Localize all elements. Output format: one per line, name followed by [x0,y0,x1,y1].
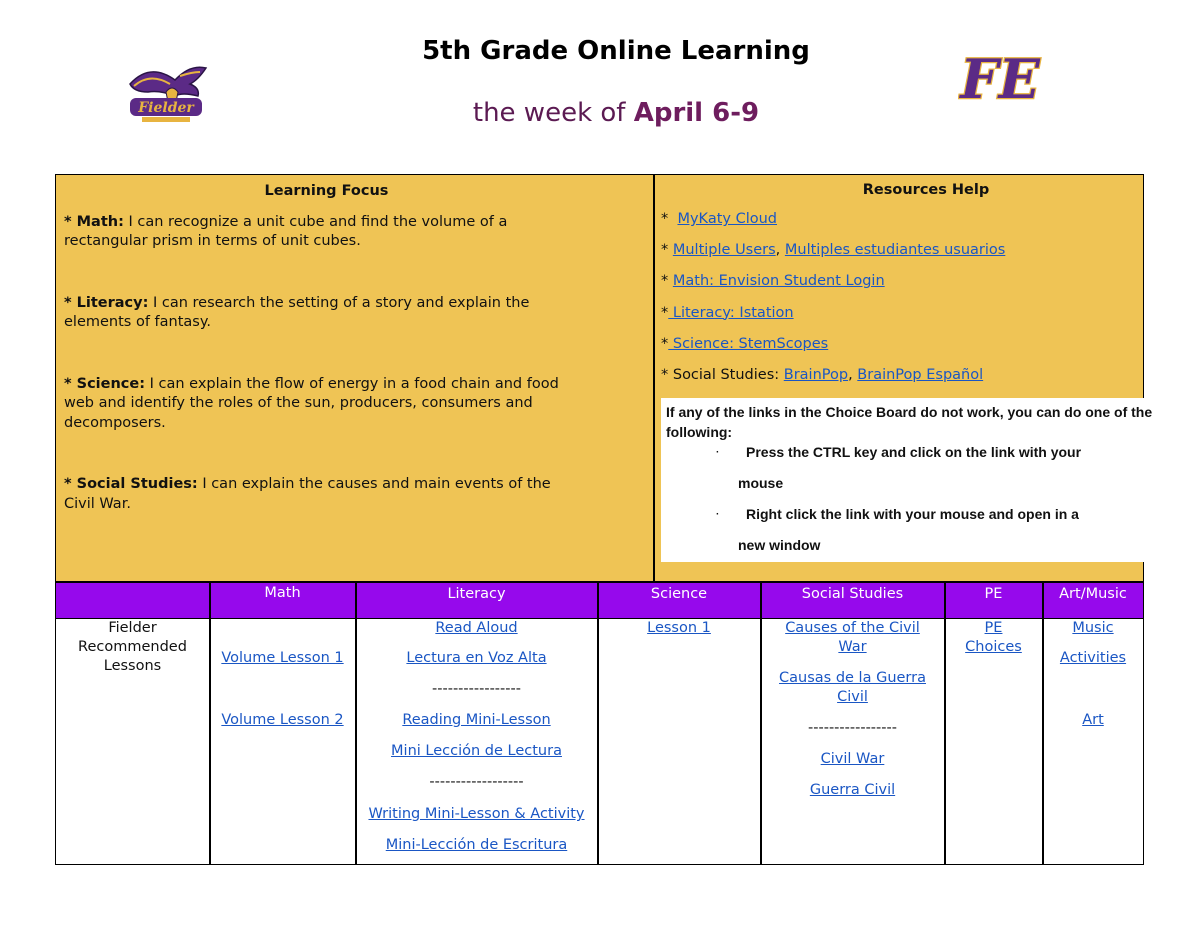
focus-social-studies [64,475,584,514]
notice-text: If any of the links in the Choice Board do not work, you can do one of the following: [666,404,1153,440]
panel-divider [653,175,655,581]
volume-lesson-1-link[interactable]: Volume Lesson 1 [221,650,344,666]
mini-leccion-lectura-link[interactable]: Mini Lección de Lectura [391,743,562,759]
learning-focus-section [64,182,584,556]
brainpop-link[interactable]: BrainPop [783,366,849,383]
istation-link[interactable]: Literacy: Istation [668,304,794,321]
tip2-line2: new window [738,537,821,553]
lectura-voz-alta-link[interactable]: Lectura en Voz Alta [406,650,547,666]
resource-literacy: * Literacy: Istation [661,304,794,321]
science-lesson-1-link[interactable]: Lesson 1 [647,620,711,636]
causes-civil-war-link-cont[interactable]: War [838,639,867,655]
literacy-cell [356,619,597,859]
page-title: 5th Grade Online Learning [422,36,810,66]
focus-literacy-text: I can research the setting of a story and explain the elements of fantasy. [64,294,530,330]
focus-literacy [64,294,584,333]
lessons-table [55,582,1144,865]
music-activities-link[interactable]: Activities [1059,650,1127,666]
pe-choices-link[interactable]: PE [984,620,1003,636]
row-label-cell [56,619,209,859]
subtitle-prefix: the week of [472,98,634,128]
mykaty-cloud-link[interactable]: MyKaty Cloud [677,211,777,227]
row-label-line: Fielder [108,620,157,636]
causas-guerra-civil-link[interactable]: Causas de la Guerra [779,670,926,686]
guerra-civil-link[interactable]: Guerra Civil [809,782,896,798]
header-math: Math [264,585,301,601]
focus-social-label: * Social Studies: [64,476,198,492]
resource-social-studies: * Social Studies: BrainPop, BrainPop Español [661,366,984,383]
resources-section [661,182,1191,397]
stemscopes-link[interactable]: Science: StemScopes [668,335,829,352]
logo-right-monogram: FE [960,47,1040,110]
focus-science-label: * Science: [64,375,146,392]
pe-choices-link-cont[interactable]: Choices [965,639,1022,655]
header-literacy: Literacy [447,586,506,602]
multiples-estudiantes-link[interactable]: Multiples estudiantes usuarios [784,242,1006,259]
focus-literacy-label: * Literacy: [64,294,149,311]
learning-resources-panel [55,174,1153,582]
brainpop-espanol-link[interactable]: BrainPop Español [857,366,984,383]
art-link[interactable]: Art [1082,712,1104,728]
pe-cell [945,619,1042,859]
link-help-notice [661,398,1192,562]
focus-math [64,213,584,252]
row-label-line: Recommended [78,639,187,655]
literacy-separator: ------------------ [429,774,524,790]
tip2-line1: Right click the link with your mouse and open in a [746,506,1079,522]
art-music-cell [1043,619,1143,859]
resource-science: * Science: StemScopes [661,335,829,352]
fe-monogram-logo [958,44,1042,110]
social-separator: ----------------- [808,720,897,736]
science-cell [598,619,760,859]
focus-science [64,375,584,434]
header-science: Science [650,586,708,602]
causes-civil-war-link[interactable]: Causes of the Civil [785,620,920,636]
tip1-line2: mouse [738,475,784,491]
read-aloud-link[interactable]: Read Aloud [435,620,518,636]
learning-focus-heading: Learning Focus [264,183,389,199]
social-studies-cell [761,619,944,859]
tip-bullet-2: · [716,509,720,520]
resource-math: * Math: Envision Student Login [661,273,885,290]
envision-login-link[interactable]: Math: Envision Student Login [672,273,885,290]
social-studies-resource-label: * Social Studies: [661,366,784,383]
header-pe: PE [984,586,1003,602]
header-social-studies: Social Studies [801,586,904,602]
resource-multiple-users: * Multiple Users, Multiples estudiantes usuarios [661,242,1006,259]
tip-bullet-1: · [716,447,720,458]
multiple-users-link[interactable]: Multiple Users [672,242,776,259]
focus-math-text: I can recognize a unit cube and find the volume of a rectangular prism in terms of unit cubes. [64,213,508,249]
mini-leccion-escritura-link[interactable]: Mini-Lección de Escritura [385,837,568,853]
volume-lesson-2-link[interactable]: Volume Lesson 2 [221,712,344,728]
reading-mini-lesson-link[interactable]: Reading Mini-Lesson [402,712,551,728]
focus-science-text: I can explain the flow of energy in a food chain and food web and identify the roles of the sun, producers, consumers and decomposers. [64,375,559,431]
tip1-line1: Press the CTRL key and click on the link with your [746,444,1082,460]
logo-left-wordmark: Fielder [138,100,194,116]
focus-social-text: I can explain the causes and main events of the Civil War. [64,476,551,512]
math-cell [210,619,355,859]
literacy-separator: ----------------- [432,681,521,697]
resources-heading: Resources Help [862,182,990,198]
fielder-eagle-logo [120,62,210,126]
civil-war-link[interactable]: Civil War [820,751,885,767]
resource-mykaty: * MyKaty Cloud [661,211,777,227]
subtitle-date: April 6-9 [633,98,760,128]
row-label-line: Lessons [103,658,162,674]
focus-math-label: * Math: [64,213,124,230]
writing-mini-lesson-link[interactable]: Writing Mini-Lesson & Activity [368,806,585,822]
music-link[interactable]: Music [1072,620,1114,636]
header-art-music: Art/Music [1059,586,1127,602]
causas-guerra-civil-link-cont[interactable]: Civil [837,689,868,705]
